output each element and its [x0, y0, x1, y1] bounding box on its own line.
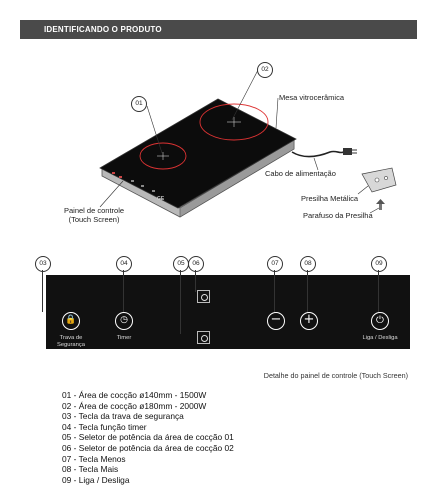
panel-mark: [152, 190, 155, 192]
zone-2-selector[interactable]: [197, 331, 210, 344]
section-header: [20, 20, 417, 39]
lock-icon[interactable]: 🔒: [62, 312, 80, 330]
power-cable: [292, 151, 344, 156]
panel-mark: [119, 176, 122, 178]
callout-04-badge: 04: [116, 256, 132, 272]
legend-item: 02 - Área de cocção ø180mm - 2000W: [62, 400, 207, 411]
label-parafuso: Parafuso da Presilha: [303, 211, 373, 220]
callout-02-badge: 02: [257, 62, 273, 78]
plus-icon[interactable]: +: [300, 312, 318, 330]
legend-item: 05 - Seletor de potência da área de cocção 01: [62, 432, 234, 443]
callout-07-badge: 07: [267, 256, 283, 272]
lock-label-line1: Trava de: [59, 335, 83, 341]
timer-icon[interactable]: ◷: [115, 312, 133, 330]
touch-panel: [46, 275, 410, 349]
brand-logo: GE: [157, 196, 165, 202]
legend-item: 03 - Tecla da trava de segurança: [62, 411, 184, 422]
glass-top: [100, 99, 296, 208]
control-panel-detail: [0, 250, 437, 390]
section-title: IDENTIFICANDO O PRODUTO: [44, 25, 162, 34]
label-presilha: Presilha Metálica: [301, 194, 359, 203]
legend-item: 06 - Seletor de potência da área de cocção 02: [62, 442, 234, 453]
plug: [343, 148, 352, 155]
label-painel: [64, 206, 124, 224]
callout-05-badge: 05: [173, 256, 189, 272]
legend-list: [62, 390, 234, 485]
label-painel-line2: (Touch Screen): [68, 215, 120, 224]
callout-06-badge: 06: [188, 256, 204, 272]
panel-mark: [141, 185, 144, 187]
callout-08-badge: 08: [300, 256, 316, 272]
legend-item: 08 - Tecla Mais: [62, 464, 119, 475]
panel-mark: [112, 172, 115, 174]
callout-01-badge: 01: [131, 96, 147, 112]
legend-item: 07 - Tecla Menos: [62, 453, 126, 464]
callout-09-badge: 09: [371, 256, 387, 272]
label-cabo: Cabo de alimentação: [265, 169, 336, 178]
lock-label-line2: Segurança: [56, 342, 86, 348]
callout-03-badge: 03: [35, 256, 51, 272]
timer-label: Timer: [116, 335, 132, 341]
legend-item: 04 - Tecla função timer: [62, 421, 147, 432]
lock-label: [50, 335, 92, 349]
legend-item: 01 - Área de cocção ø140mm - 1500W: [62, 390, 207, 400]
power-icon[interactable]: ⏻: [371, 312, 389, 330]
product-illustration: [0, 40, 437, 250]
zone-1-selector[interactable]: [197, 290, 210, 303]
clip-screw: [379, 204, 382, 210]
panel-mark: [131, 180, 134, 182]
label-painel-line1: Painel de controle: [64, 206, 125, 215]
panel-caption: Detalhe do painel de controle (Touch Screen): [263, 371, 408, 380]
power-label: Liga / Desliga: [362, 335, 398, 341]
minus-icon[interactable]: −: [267, 312, 285, 330]
legend-item: 09 - Liga / Desliga: [62, 474, 130, 485]
label-mesa: Mesa vitrocerâmica: [279, 93, 345, 102]
